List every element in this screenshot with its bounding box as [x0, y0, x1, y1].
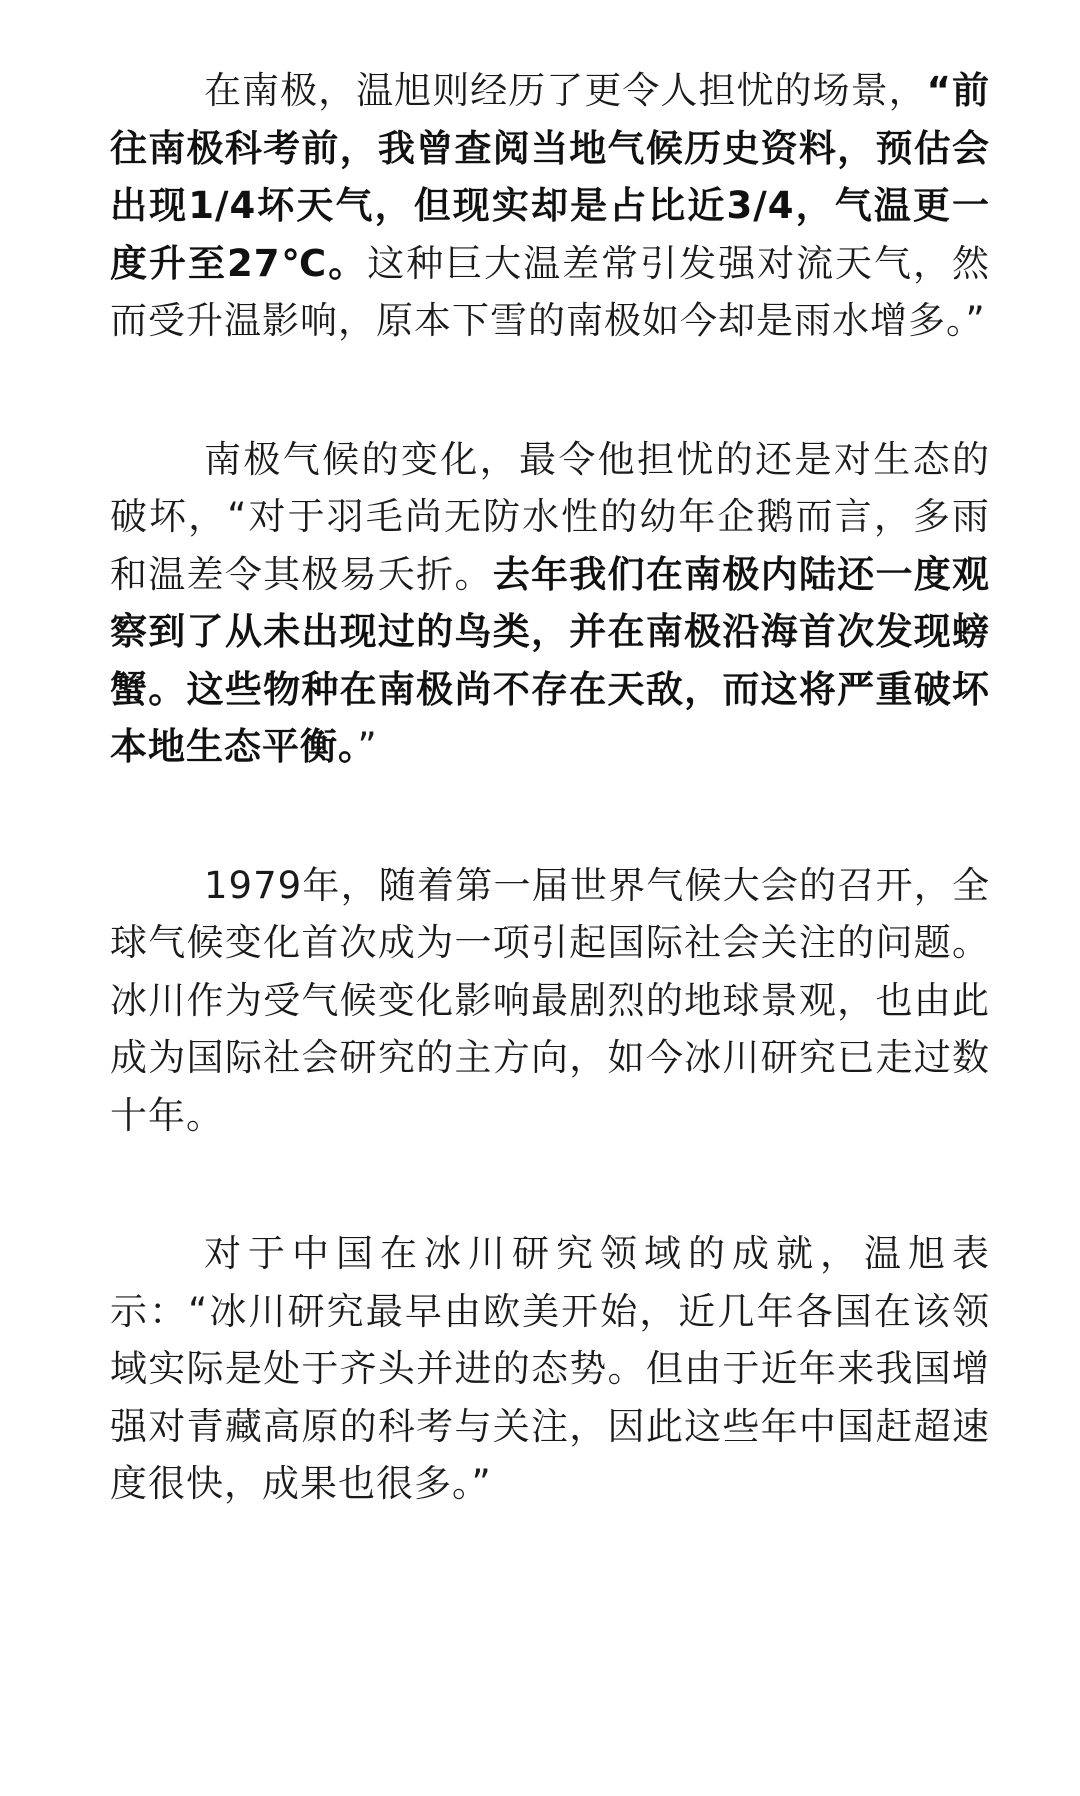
paragraph-antarctic-weather: [110, 62, 990, 350]
bold-quote-segment: 去年我们在南极内陆还一度观察到了从未出现过的鸟类，并在南极沿海首次发现螃蟹。这些物种在南极尚不存在天敌，而这将严重破坏本地生态平衡。: [110, 552, 991, 768]
text-segment: 这种巨大温差常引发强对流天气，然而受升温影响，原本下雪的南极如今却是雨水增多。”: [110, 241, 991, 342]
text-segment: 1979年，随着第一届世界气候大会的召开，全球气候变化首次成为一项引起国际社会关注的问题。冰川作为受气候变化影响最剧烈的地球景观，也由此成为国际社会研究的主方向，如今冰川研究已走过数十年。: [110, 863, 990, 1137]
text-segment: ”: [357, 725, 378, 768]
article-body: [110, 62, 990, 1513]
text-segment: 南极气候的变化，最令他担忧的还是对生态的破坏，“对于羽毛尚无防水性的幼年企鹅而言，多雨和温差令其极易夭折。: [110, 437, 990, 596]
paragraph-china-glacier-research: [110, 1225, 990, 1513]
paragraph-ecology-concern: [110, 431, 990, 776]
text-segment: 对于中国在冰川研究领域的成就，温旭表示：“冰川研究最早由欧美开始，近几年各国在该领域实际是处于齐头并进的态势。但由于近年来我国增强对青藏高原的科考与关注，因此这些年中国赶超速度很快，成果也很多。”: [110, 1232, 990, 1505]
bold-quote-segment: “前往南极科考前，我曾查阅当地气候历史资料，预估会出现1/4坏天气，但现实却是占比近3/4，气温更一度升至27℃。: [110, 69, 990, 285]
paragraph-1979-climate-conference: [110, 857, 990, 1145]
text-segment: 在南极，温旭则经历了更令人担忧的场景，: [204, 69, 927, 112]
